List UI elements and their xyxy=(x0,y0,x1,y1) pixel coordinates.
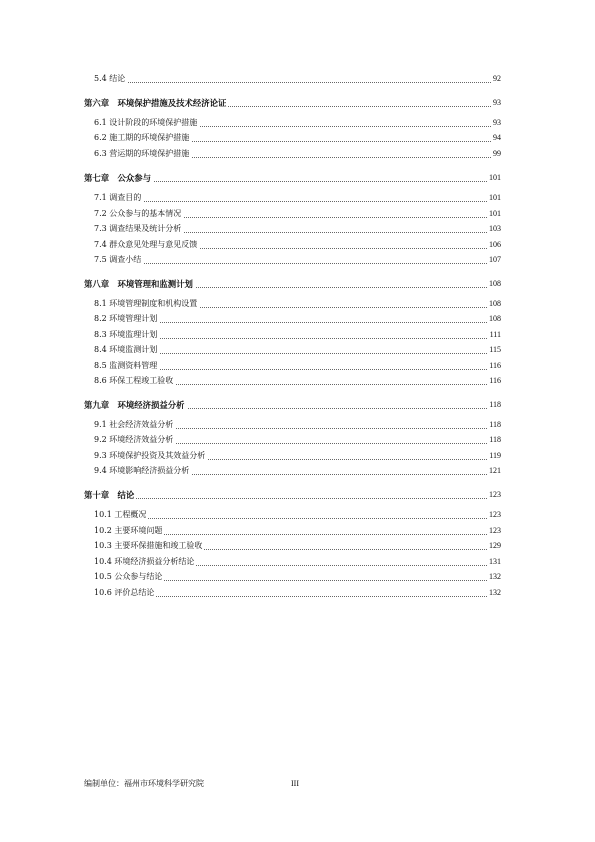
toc-page-number: 99 xyxy=(493,149,501,158)
toc-page-number: 129 xyxy=(489,541,501,550)
toc-page-number: 123 xyxy=(489,526,501,535)
toc-page-number: 121 xyxy=(489,466,501,475)
toc-chapter-title: 第八章 环境管理和监测计划 xyxy=(84,279,193,289)
toc-page-number: 111 xyxy=(489,330,501,339)
toc-section-entry[interactable] xyxy=(0,223,595,237)
toc-page-number: 116 xyxy=(489,376,501,385)
toc-page-number: 119 xyxy=(489,451,501,460)
toc-leader-dots xyxy=(94,201,499,202)
toc-section-title: 10.3 主要环保措施和竣工验收 xyxy=(94,541,203,550)
toc-leader-dots xyxy=(84,498,499,499)
toc-section-title: 10.2 主要环境问题 xyxy=(94,526,163,535)
toc-page-number: 118 xyxy=(489,435,501,444)
toc-section-entry[interactable] xyxy=(0,540,595,554)
toc-section-entry[interactable] xyxy=(0,525,595,539)
toc-section-entry[interactable] xyxy=(0,419,595,433)
toc-page-number: 93 xyxy=(493,118,501,127)
toc-section-title: 7.1 调查目的 xyxy=(94,193,142,202)
toc-chapter-entry[interactable] xyxy=(0,399,595,413)
toc-section-entry[interactable] xyxy=(0,313,595,327)
toc-section-title: 6.1 设计阶段的环境保护措施 xyxy=(94,118,198,127)
toc-page-number: 123 xyxy=(489,510,501,519)
toc-section-title: 10.1 工程概况 xyxy=(94,510,147,519)
toc-section-entry[interactable] xyxy=(0,465,595,479)
toc-section-title: 7.3 调查结果及统计分析 xyxy=(94,224,182,233)
footer-page-number: III xyxy=(291,779,299,788)
toc-section-entry[interactable] xyxy=(0,239,595,253)
toc-section-title: 6.3 营运期的环境保护措施 xyxy=(94,149,190,158)
toc-page-number: 116 xyxy=(489,361,501,370)
toc-chapter-title: 第十章 结论 xyxy=(84,490,135,500)
toc-page-number: 108 xyxy=(489,299,501,308)
toc-section-title: 5.4 结论 xyxy=(94,74,126,83)
toc-page-number: 101 xyxy=(489,193,501,202)
toc-page-number: 108 xyxy=(489,279,501,288)
toc-page-number: 132 xyxy=(489,588,501,597)
toc-section-entry[interactable] xyxy=(0,434,595,448)
toc-section-entry[interactable] xyxy=(0,587,595,601)
toc-section-entry[interactable] xyxy=(0,329,595,343)
toc-page-number: 118 xyxy=(489,420,501,429)
toc-page-number: 115 xyxy=(489,345,501,354)
toc-section-entry[interactable] xyxy=(0,375,595,389)
toc-chapter-title: 第七章 公众参与 xyxy=(84,173,151,183)
toc-section-title: 10.5 公众参与结论 xyxy=(94,572,163,581)
toc-section-title: 9.1 社会经济效益分析 xyxy=(94,420,174,429)
toc-page-number: 108 xyxy=(489,314,501,323)
toc-page-number: 132 xyxy=(489,572,501,581)
toc-section-entry[interactable] xyxy=(0,450,595,464)
toc-chapter-title: 第九章 环境经济损益分析 xyxy=(84,400,185,410)
toc-chapter-title: 第六章 环境保护措施及技术经济论证 xyxy=(84,98,227,108)
toc-section-entry[interactable] xyxy=(0,509,595,523)
toc-section-entry[interactable] xyxy=(0,208,595,222)
toc-section-entry[interactable] xyxy=(0,360,595,374)
toc-section-entry[interactable] xyxy=(0,298,595,312)
toc-section-title: 8.1 环境管理制度和机构设置 xyxy=(94,299,198,308)
toc-page-number: 101 xyxy=(489,209,501,218)
toc-page-number: 123 xyxy=(489,490,501,499)
toc-section-title: 8.4 环境监测计划 xyxy=(94,345,158,354)
toc-leader-dots xyxy=(94,263,499,264)
toc-leader-dots xyxy=(94,518,499,519)
toc-page-number: 131 xyxy=(489,557,501,566)
toc-page-number: 92 xyxy=(493,74,501,83)
toc-section-title: 6.2 施工期的环境保护措施 xyxy=(94,133,190,142)
toc-section-title: 8.6 环保工程竣工验收 xyxy=(94,376,174,385)
toc-page-number: 101 xyxy=(489,173,501,182)
toc-section-title: 9.2 环境经济效益分析 xyxy=(94,435,174,444)
toc-section-entry[interactable] xyxy=(0,254,595,268)
toc-leader-dots xyxy=(94,82,499,83)
toc-chapter-entry[interactable] xyxy=(0,489,595,503)
toc-section-entry[interactable] xyxy=(0,148,595,162)
toc-chapter-entry[interactable] xyxy=(0,97,595,111)
toc-page-number: 93 xyxy=(493,98,501,107)
toc-section-title: 8.3 环境监理计划 xyxy=(94,330,158,339)
toc-chapter-entry[interactable] xyxy=(0,278,595,292)
footer-organization: 编制单位：福州市环境科学研究院 xyxy=(84,779,204,788)
toc-page-number: 106 xyxy=(489,240,501,249)
toc-chapter-entry[interactable] xyxy=(0,172,595,186)
toc-section-entry[interactable] xyxy=(0,571,595,585)
toc-section-entry[interactable] xyxy=(0,344,595,358)
toc-section-title: 9.3 环境保护投资及其效益分析 xyxy=(94,451,206,460)
toc-section-entry[interactable] xyxy=(0,73,595,87)
toc-section-entry[interactable] xyxy=(0,556,595,570)
toc-section-title: 8.5 监测资料管理 xyxy=(94,361,158,370)
toc-page-number: 107 xyxy=(489,255,501,264)
toc-section-entry[interactable] xyxy=(0,192,595,206)
toc-page-number: 94 xyxy=(493,133,501,142)
toc-section-title: 10.4 环境经济损益分析结论 xyxy=(94,557,195,566)
toc-page-number: 118 xyxy=(489,400,501,409)
toc-section-title: 9.4 环境影响经济损益分析 xyxy=(94,466,190,475)
toc-section-title: 7.4 群众意见处理与意见反馈 xyxy=(94,240,198,249)
toc-section-title: 7.2 公众参与的基本情况 xyxy=(94,209,182,218)
toc-section-title: 7.5 调查小结 xyxy=(94,255,142,264)
toc-section-entry[interactable] xyxy=(0,117,595,131)
toc-section-title: 10.6 评价总结论 xyxy=(94,588,155,597)
toc-page-number: 103 xyxy=(489,224,501,233)
toc-section-title: 8.2 环境管理计划 xyxy=(94,314,158,323)
toc-section-entry[interactable] xyxy=(0,132,595,146)
